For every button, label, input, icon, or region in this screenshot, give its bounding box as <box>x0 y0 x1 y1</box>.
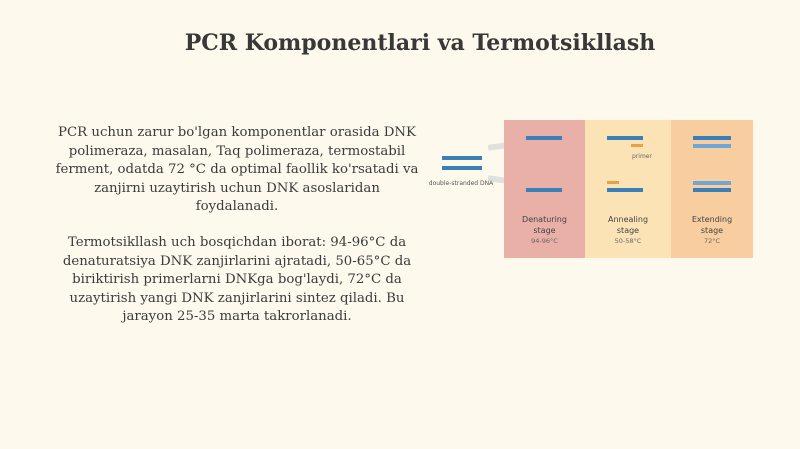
paragraph-components: PCR uchun zarur bo'lgan komponentlar orasida DNK polimeraza, masalan, Taq polimeraza, termostabil ferment, odatda 72 °C da optimal faollik ko'rsatadi va zanjirni uzaytirish uchun DNK asoslaridan foydalanadi. <box>55 125 419 215</box>
primer-label: primer <box>632 153 652 160</box>
new-strand-top <box>693 144 731 148</box>
stage-temp: 50-58°C <box>614 237 642 245</box>
template-strand-bottom <box>607 188 643 192</box>
new-strand-bottom <box>693 181 731 185</box>
pcr-stages-figure <box>428 118 758 263</box>
separated-strand-bottom <box>526 188 562 192</box>
template-strand-top <box>607 136 643 140</box>
stage-annealing <box>585 120 671 258</box>
stage-label-extending <box>671 214 753 247</box>
template-strand-bottom <box>693 188 731 192</box>
stage-label-annealing <box>585 214 671 247</box>
stage-word: stage <box>700 226 724 235</box>
primer-strand-bottom <box>607 181 619 184</box>
body-text <box>52 124 422 344</box>
stage-name: Extending <box>691 215 733 224</box>
stage-name: Denaturing <box>522 215 567 224</box>
ds-dna-strand-bottom <box>442 166 482 170</box>
ds-dna-label: double-stranded DNA <box>428 180 494 187</box>
stage-denaturing <box>504 120 585 258</box>
stage-word: stage <box>616 226 640 235</box>
template-strand-top <box>693 136 731 140</box>
stage-word: stage <box>533 226 556 235</box>
stage-temp: 94-96°C <box>531 237 558 245</box>
stage-extending <box>671 120 753 258</box>
separated-strand-top <box>526 136 562 140</box>
stage-label-denaturing <box>504 214 585 247</box>
stage-name: Annealing <box>607 215 649 224</box>
primer-strand-top <box>631 144 643 147</box>
ds-dna-strand-top <box>442 156 482 160</box>
paragraph-thermocycling: Termotsikllash uch bosqichdan iborat: 94-96°C da denaturatsiya DNK zanjirlarini ajratadi, 50-65°C da biriktirish primerlarni DNKga bog'laydi, 72°C da uzaytirish yangi DNK zanjirlarini sintez qiladi. Bu jarayon 25-35 marta takrorlanadi. <box>62 234 412 325</box>
slide-title: PCR Komponentlari va Termotsikllash <box>184 30 656 56</box>
stage-temp: 72°C <box>703 237 721 245</box>
